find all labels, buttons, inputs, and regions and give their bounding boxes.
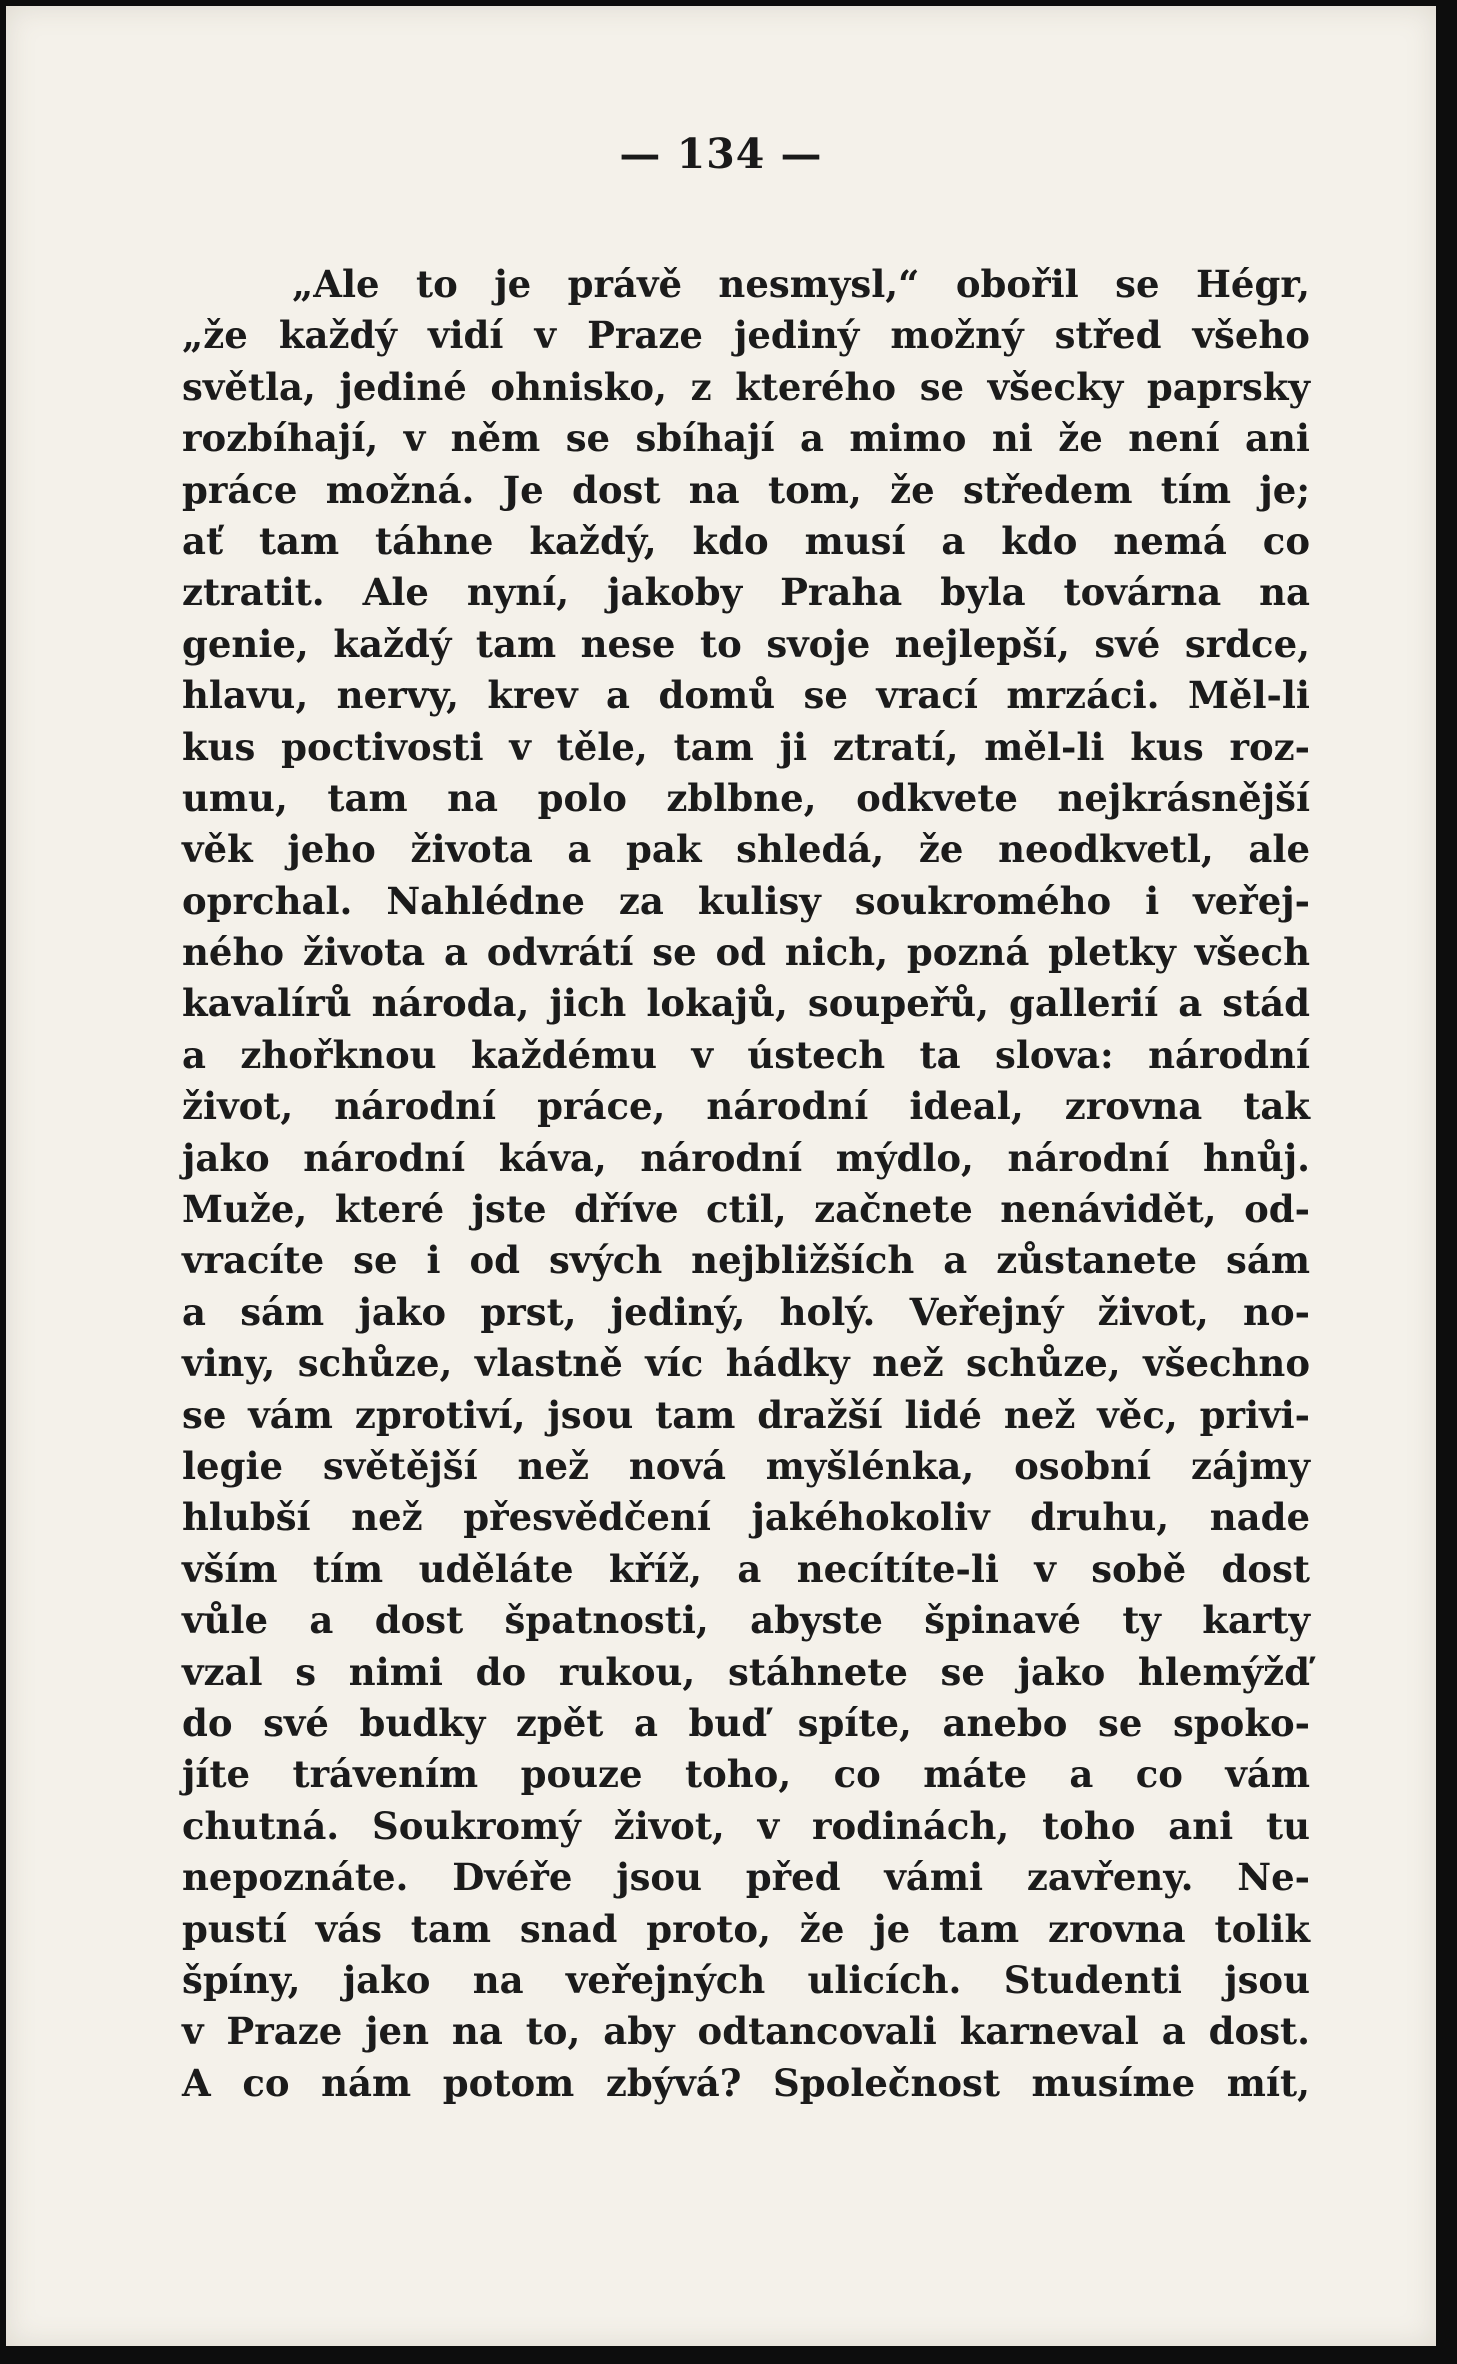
- text-line: vůle a dost špatnosti, abyste špinavé ty karty: [182, 1598, 1310, 1643]
- text-line: se vám zprotiví, jsou tam dražší lidé než věc, privi-: [182, 1392, 1310, 1437]
- text-line: ného života a odvrátí se od nich, pozná pletky všech: [182, 930, 1310, 975]
- text-line: nepoznáte. Dvéře jsou před vámi zavřeny. Ne-: [182, 1855, 1310, 1900]
- text-line: chutná. Soukromý život, v rodinách, toho ani tu: [182, 1803, 1310, 1848]
- text-line: umu, tam na polo zblbne, odkvete nejkrásnější: [182, 775, 1310, 820]
- text-line: v Praze jen na to, aby odtancovali karneval a dost.: [182, 2009, 1310, 2054]
- text-line: jíte trávením pouze toho, co máte a co vám: [182, 1752, 1310, 1797]
- text-line: pustí vás tam snad proto, že je tam zrovna tolik: [182, 1906, 1310, 1951]
- text-line: A co nám potom zbývá? Společnost musíme mít,: [182, 2060, 1310, 2105]
- text-line: genie, každý tam nese to svoje nejlepší, své srdce,: [182, 621, 1310, 666]
- text-line: kavalírů národa, jich lokajů, soupeřů, gallerií a stád: [182, 981, 1310, 1026]
- text-line: „že každý vidí v Praze jediný možný střed všeho: [182, 313, 1310, 358]
- body-text: [182, 259, 1310, 2109]
- text-line: „Ale to je právě nesmysl,“ obořil se Hégr,: [292, 262, 1310, 306]
- text-line: kus poctivosti v těle, tam ji ztratí, měl-li kus roz-: [182, 724, 1310, 769]
- text-line: a zhořknou každému v ústech ta slova: národní: [182, 1032, 1310, 1077]
- text-line: vším tím uděláte kříž, a necítíte-li v sobě dost: [182, 1546, 1310, 1591]
- book-page: [6, 6, 1436, 2346]
- text-line: věk jeho života a pak shledá, že neodkvetl, ale: [182, 827, 1310, 872]
- text-line: práce možná. Je dost na tom, že středem tím je;: [182, 467, 1310, 512]
- text-line: legie světější než nová myšlénka, osobní zájmy: [182, 1443, 1310, 1488]
- text-line: rozbíhají, v něm se sbíhají a mimo ni že není ani: [182, 416, 1310, 461]
- text-line: špíny, jako na veřejných ulicích. Studenti jsou: [182, 1957, 1310, 2002]
- text-line: ztratit. Ale nyní, jakoby Praha byla továrna na: [182, 570, 1310, 615]
- text-line: jako národní káva, národní mýdlo, národní hnůj.: [182, 1135, 1310, 1180]
- text-line: viny, schůze, vlastně víc hádky než schůze, všechno: [182, 1341, 1310, 1386]
- text-line: a sám jako prst, jediný, holý. Veřejný život, no-: [182, 1289, 1310, 1334]
- text-line: vzal s nimi do rukou, stáhnete se jako hlemýžď: [182, 1649, 1310, 1694]
- text-line: oprchal. Nahlédne za kulisy soukromého i veřej-: [182, 878, 1310, 923]
- text-line: život, národní práce, národní ideal, zrovna tak: [182, 1084, 1310, 1129]
- text-line: ať tam táhne každý, kdo musí a kdo nemá co: [182, 518, 1310, 563]
- text-line: do své budky zpět a buď spíte, anebo se spoko-: [182, 1700, 1310, 1745]
- text-line: hlavu, nervy, krev a domů se vrací mrzáci. Měl-li: [182, 673, 1310, 718]
- page-number: — 134 —: [619, 130, 823, 178]
- text-line: hlubší než přesvědčení jakéhokoliv druhu, nade: [182, 1495, 1310, 1540]
- text-line: vracíte se i od svých nejbližších a zůstanete sám: [182, 1238, 1310, 1283]
- text-line: světla, jediné ohnisko, z kterého se všecky paprsky: [182, 364, 1310, 409]
- text-line: Muže, které jste dříve ctil, začnete nenávidět, od-: [182, 1187, 1310, 1232]
